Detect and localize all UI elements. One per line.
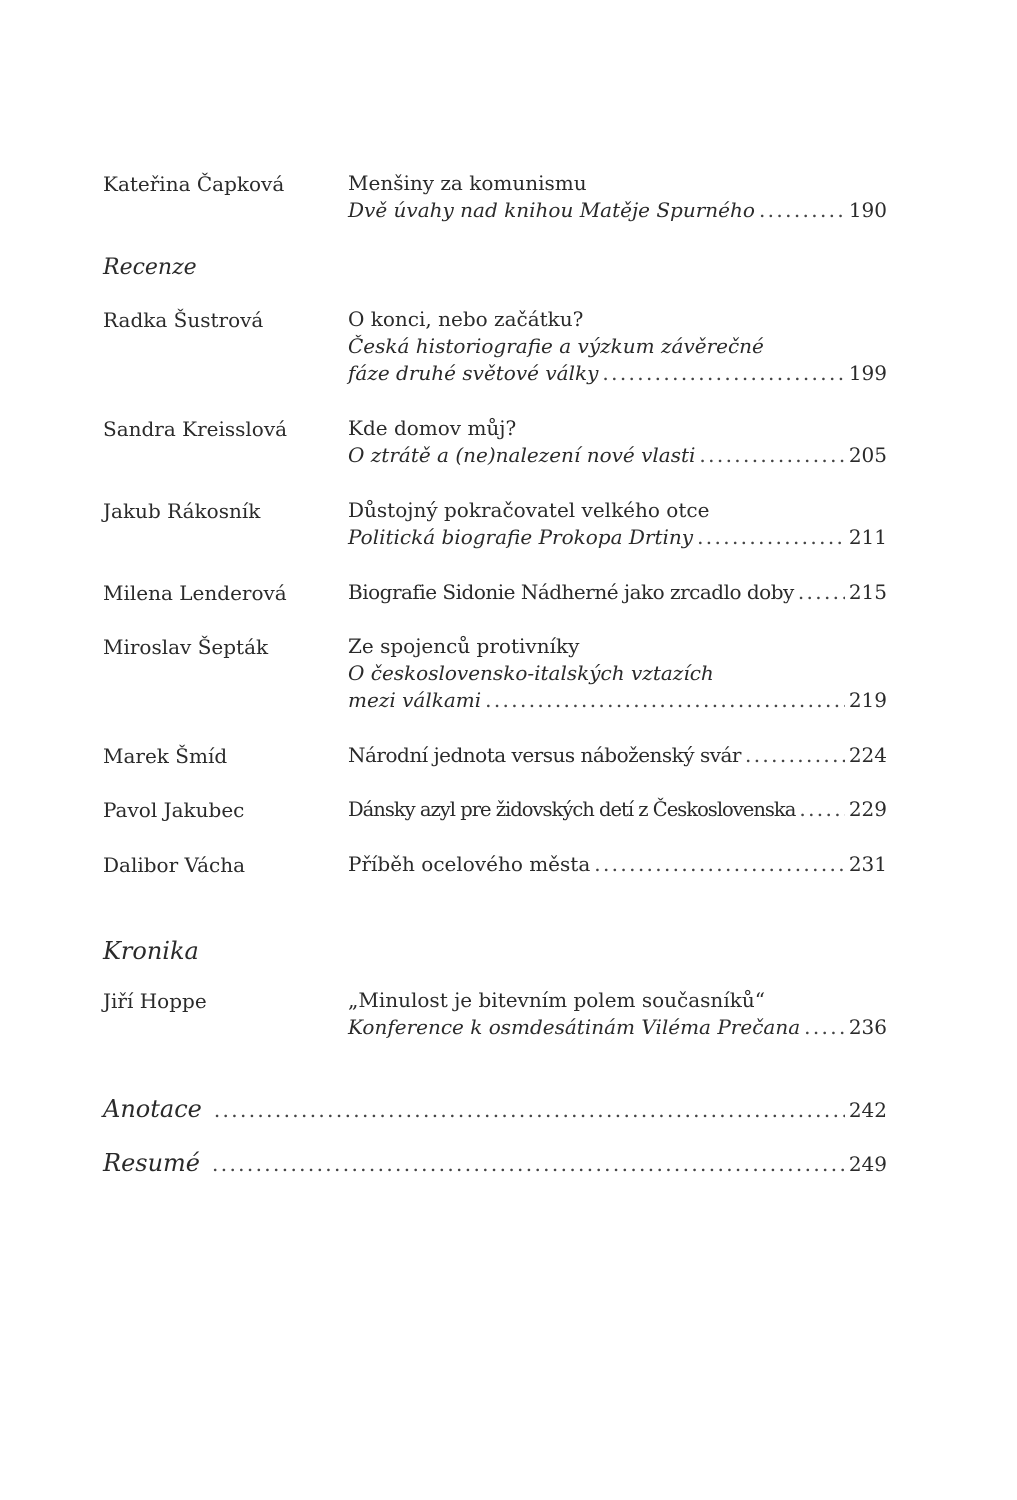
section-heading-recenze: Recenze — [103, 255, 197, 280]
entry-subtitle: Konference k osmdesátinám Viléma Prečana — [348, 1015, 801, 1039]
entry-content — [348, 633, 887, 714]
entry-subtitle: Politická biografie Prokopa Drtiny — [348, 525, 694, 549]
section-heading-anotace: Anotace — [103, 1095, 202, 1123]
entry-author: Jakub Rákosník — [103, 499, 261, 523]
page-number: 249 — [848, 1152, 887, 1176]
entry-subtitle: mezi válkami — [348, 688, 482, 712]
entry-leader-line[interactable] — [348, 687, 887, 714]
page-number: 236 — [848, 1015, 887, 1039]
entry-subtitle: O československo-italských vztazích — [348, 661, 714, 685]
entry-title: Kde domov můj? — [348, 416, 517, 440]
entry-leader-line[interactable] — [348, 579, 887, 606]
entry-author: Pavol Jakubec — [103, 798, 245, 822]
entry-leader-line[interactable] — [348, 1014, 887, 1041]
entry-leader-line[interactable] — [348, 360, 887, 387]
entry-content — [348, 987, 887, 1041]
page-number: 242 — [848, 1098, 887, 1122]
page-number: 215 — [848, 580, 887, 604]
entry-title: Dánsky azyl pre židovských detí z Československa — [348, 798, 796, 821]
entry-leader-line[interactable] — [348, 524, 887, 551]
entry-subtitle: Dvě úvahy nad knihou Matěje Spurného — [348, 198, 755, 222]
entry-content — [348, 579, 887, 606]
dot-leader — [745, 742, 845, 769]
entry-title: O konci, nebo začátku? — [348, 307, 584, 331]
dot-leader — [594, 851, 845, 878]
page-number: 205 — [848, 443, 887, 467]
entry-author: Miroslav Šepták — [103, 635, 269, 659]
entry-subtitle: O ztrátě a (ne)nalezení nové vlasti — [348, 443, 696, 467]
entry-leader-line[interactable] — [348, 197, 887, 224]
dot-leader — [699, 442, 844, 469]
dot-leader — [759, 197, 845, 224]
entry-content — [348, 497, 887, 551]
entry-leader-line[interactable] — [103, 1095, 887, 1125]
dot-leader — [214, 1098, 845, 1122]
entry-leader-line[interactable] — [348, 851, 887, 878]
entry-author: Radka Šustrová — [103, 308, 264, 332]
dot-leader — [212, 1152, 845, 1176]
entry-leader-line[interactable] — [103, 1149, 887, 1179]
page-number: 211 — [848, 525, 887, 549]
entry-author: Jiří Hoppe — [103, 989, 207, 1013]
entry-content — [348, 306, 887, 387]
entry-title: Ze spojenců protivníky — [348, 634, 580, 658]
entry-title: Příběh ocelového města — [348, 852, 591, 876]
page-number: 190 — [848, 198, 887, 222]
dot-leader — [804, 1014, 845, 1041]
entry-content — [348, 796, 887, 823]
page-number: 231 — [848, 852, 887, 876]
entry-leader-line[interactable] — [348, 442, 887, 469]
entry-title: Důstojný pokračovatel velkého otce — [348, 498, 710, 522]
entry-subtitle: fáze druhé světové války — [348, 361, 599, 385]
entry-author: Kateřina Čapková — [103, 172, 285, 196]
toc-entry-anotace — [103, 1095, 887, 1125]
page-number: 219 — [848, 688, 887, 712]
entry-subtitle: Česká historiografie a výzkum závěrečné — [348, 334, 764, 358]
entry-author: Sandra Kreisslová — [103, 417, 288, 441]
entry-content — [348, 851, 887, 878]
entry-author: Marek Šmíd — [103, 744, 228, 768]
entry-content — [348, 170, 887, 224]
page-number: 199 — [848, 361, 887, 385]
entry-title: Biografie Sidonie Nádherné jako zrcadlo doby — [348, 580, 794, 604]
page-number: 224 — [848, 743, 887, 767]
entry-content — [348, 742, 887, 769]
dot-leader — [602, 360, 844, 387]
entry-leader-line[interactable] — [348, 742, 887, 769]
toc-entry-resume — [103, 1149, 887, 1179]
dot-leader — [798, 579, 845, 606]
dot-leader — [799, 796, 844, 823]
entry-title: „Minulost je bitevním polem současníků“ — [348, 988, 765, 1012]
page-number: 229 — [848, 797, 887, 821]
entry-title: Národní jednota versus náboženský svár — [348, 743, 741, 767]
entry-content — [348, 415, 887, 469]
entry-author: Milena Lenderová — [103, 581, 287, 605]
entry-leader-line[interactable] — [348, 796, 887, 823]
section-heading-kronika: Kronika — [103, 937, 199, 965]
section-heading-resume: Resumé — [103, 1149, 201, 1177]
dot-leader — [697, 524, 845, 551]
entry-author: Dalibor Vácha — [103, 853, 246, 877]
dot-leader — [485, 687, 845, 714]
entry-title: Menšiny za komunismu — [348, 171, 587, 195]
